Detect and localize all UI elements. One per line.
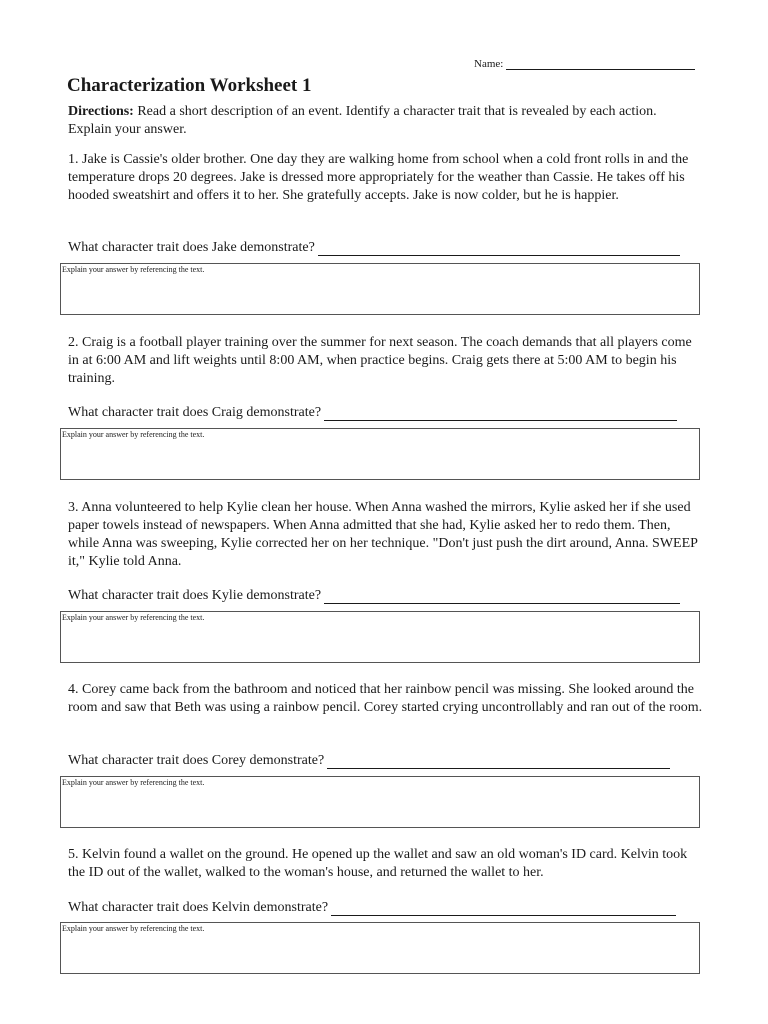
question-1-prompt bbox=[68, 240, 680, 256]
question-2-prompt-label: What character trait does Craig demonstrate? bbox=[68, 405, 322, 420]
question-4-answer-blank[interactable] bbox=[327, 754, 670, 769]
question-5-prompt bbox=[68, 900, 676, 916]
question-4-text: 4. Corey came back from the bathroom and noticed that her rainbow pencil was missing. She looked around the room and saw that Beth was using a rainbow pencil. Corey started crying uncontrollably and ran out of the room. bbox=[68, 682, 703, 715]
explain-hint: Explain your answer by referencing the text. bbox=[62, 430, 205, 439]
question-2-explain-box[interactable] bbox=[60, 428, 700, 480]
worksheet-title: Characterization Worksheet 1 bbox=[67, 75, 312, 96]
question-2-prompt bbox=[68, 405, 677, 421]
question-1-answer-blank[interactable] bbox=[318, 241, 680, 256]
question-1-text: 1. Jake is Cassie's older brother. One day they are walking home from school when a cold front rolls in and the temperature drops 20 degrees. Jake is dressed more appropriately for the weather than Cassie. He takes off his hooded sweatshirt and offers it to her. She gratefully accepts. Jake is now colder, but he is happier. bbox=[68, 152, 689, 203]
question-5-answer-blank[interactable] bbox=[331, 901, 676, 916]
question-2-answer-blank[interactable] bbox=[324, 406, 677, 421]
question-5-prompt-label: What character trait does Kelvin demonstrate? bbox=[68, 900, 329, 915]
explain-hint: Explain your answer by referencing the text. bbox=[62, 613, 205, 622]
question-3-prompt bbox=[68, 588, 680, 604]
question-4-explain-box[interactable] bbox=[60, 776, 700, 828]
explain-hint: Explain your answer by referencing the text. bbox=[62, 924, 205, 933]
name-label: Name: bbox=[474, 58, 504, 70]
question-4-prompt-label: What character trait does Corey demonstrate? bbox=[68, 753, 325, 768]
question-3-prompt-label: What character trait does Kylie demonstrate? bbox=[68, 588, 322, 603]
directions-label: Directions: bbox=[68, 104, 134, 119]
question-3-answer-blank[interactable] bbox=[324, 589, 680, 604]
question-5-text: 5. Kelvin found a wallet on the ground. He opened up the wallet and saw an old woman's ID card. Kelvin took the ID out of the wallet, walked to the woman's house, and returned the wallet to her. bbox=[68, 847, 688, 880]
name-field[interactable] bbox=[474, 58, 695, 70]
question-3-explain-box[interactable] bbox=[60, 611, 700, 663]
question-5-explain-box[interactable] bbox=[60, 922, 700, 974]
name-blank[interactable] bbox=[506, 58, 695, 70]
question-1-explain-box[interactable] bbox=[60, 263, 700, 315]
directions bbox=[68, 103, 700, 139]
directions-text: Read a short description of an event. Identify a character trait that is revealed by each action. Explain your answer. bbox=[68, 104, 657, 137]
question-4-prompt bbox=[68, 753, 670, 769]
explain-hint: Explain your answer by referencing the text. bbox=[62, 778, 205, 787]
question-1-prompt-label: What character trait does Jake demonstrate? bbox=[68, 240, 315, 255]
question-3-text: 3. Anna volunteered to help Kylie clean her house. When Anna washed the mirrors, Kylie asked her if she used paper towels instead of newspapers. When Anna admitted that she had, Kylie asked her to redo them. Then, while Anna was sweeping, Kylie corrected her on her technique. "Don't just push the dirt around, Anna. SWEEP it," Kylie told Anna. bbox=[68, 500, 698, 569]
explain-hint: Explain your answer by referencing the text. bbox=[62, 265, 205, 274]
question-2-text: 2. Craig is a football player training over the summer for next season. The coach demands that all players come in at 6:00 AM and lift weights until 8:00 AM, when practice begins. Craig gets there at 5:00 AM to begin his training. bbox=[68, 335, 692, 386]
